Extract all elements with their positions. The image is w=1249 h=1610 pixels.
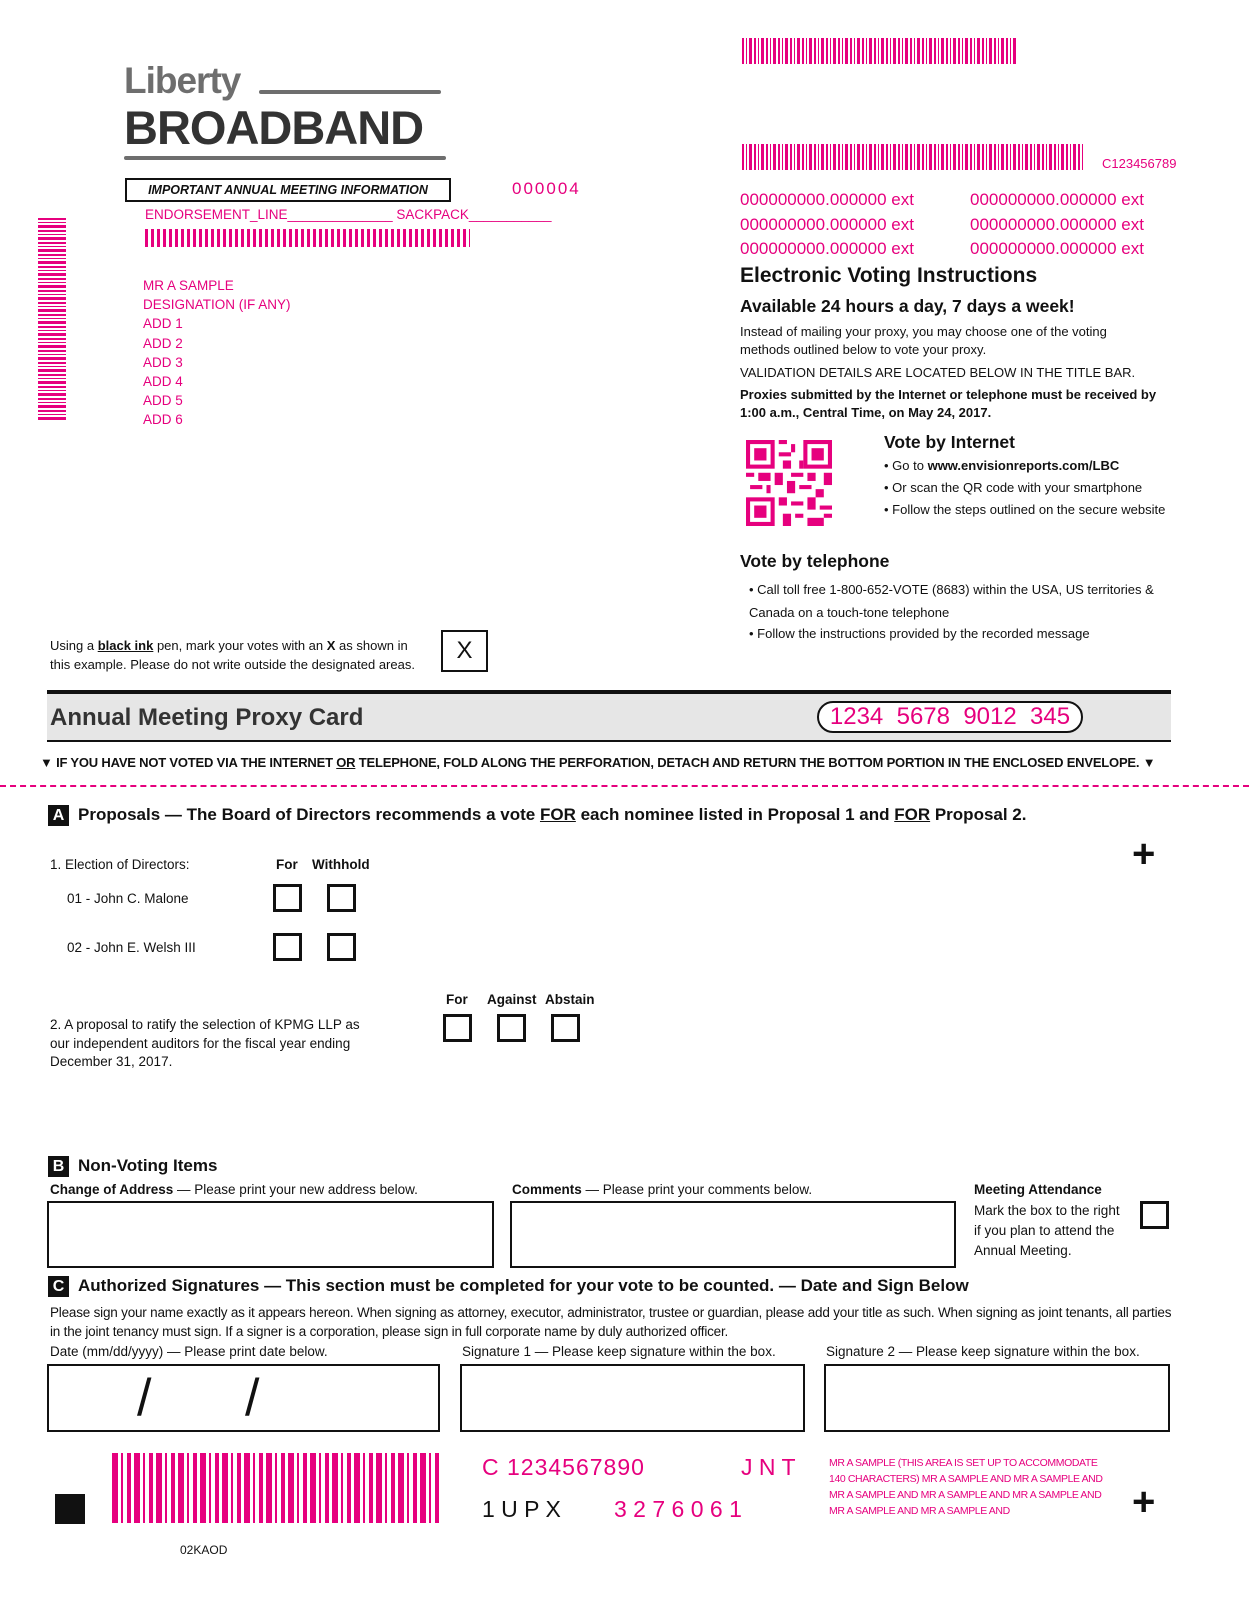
logo-swoosh xyxy=(259,90,441,94)
postal-barcode xyxy=(145,229,470,247)
address-line: DESIGNATION (IF ANY) xyxy=(143,297,291,313)
signature-2-label: Signature 2 — Please keep signature within the box. xyxy=(826,1344,1140,1359)
checkbox-nominee-02-for[interactable] xyxy=(273,933,302,961)
footer-code-upx: 1 U P X xyxy=(482,1496,561,1522)
example-x-box: X xyxy=(441,630,488,672)
mailing-address xyxy=(143,276,291,430)
card-title: Annual Meeting Proxy Card xyxy=(50,704,364,731)
ext-line: 000000000.000000 ext xyxy=(740,214,914,234)
instructions-intro: Instead of mailing your proxy, you may choose one of the voting methods outlined below to vote your proxy. xyxy=(740,324,1107,357)
date-box[interactable] xyxy=(47,1364,440,1432)
section-a-header: A Proposals — The Board of Directors recommends a vote FOR each nominee listed in Proposal 1 and FOR Proposal 2. xyxy=(48,805,1027,826)
account-code: C123456789 xyxy=(1102,156,1177,171)
vote-telephone xyxy=(740,551,1180,641)
address-line: MR A SAMPLE xyxy=(143,278,234,293)
marking-instructions: Using a black ink pen, mark your votes with an X as shown in this example. Please do not write outside the designated areas. xyxy=(50,638,415,672)
vote-internet xyxy=(884,432,1184,517)
section-c-badge: C xyxy=(48,1276,69,1297)
perforation-line xyxy=(0,785,1249,787)
comments-label: Comments — Please print your comments below. xyxy=(512,1182,813,1197)
plus-mark: + xyxy=(1132,832,1156,876)
address-line: ADD 4 xyxy=(143,374,183,390)
section-b-header: B Non-Voting Items xyxy=(48,1156,217,1177)
checkbox-proposal-2-abstain[interactable] xyxy=(551,1014,580,1042)
telephone-follow: • Follow the instructions provided by the recorded message xyxy=(749,626,1090,641)
instructions-deadline: Proxies submitted by the Internet or telephone must be received by 1:00 a.m., Central Time, on May 24, 2017. xyxy=(740,387,1157,420)
endorsement-line: ENDORSEMENT_LINE______________ SACKPACK___________ xyxy=(145,207,552,222)
bottom-barcode xyxy=(112,1453,442,1523)
logo-liberty: Liberty xyxy=(124,60,241,101)
control-number: 1234 5678 9012 345 xyxy=(817,701,1083,733)
section-b-badge: B xyxy=(48,1156,69,1177)
col2-against: Against xyxy=(487,992,537,1007)
change-address-box[interactable] xyxy=(47,1201,494,1268)
instructions-validation: VALIDATION DETAILS ARE LOCATED BELOW IN THE TITLE BAR. xyxy=(740,365,1136,380)
footer-code-num: 3 2 7 6 0 6 1 xyxy=(614,1496,742,1522)
checkbox-proposal-2-for[interactable] xyxy=(443,1014,472,1042)
logo-broadband: BROADBAND xyxy=(124,101,424,154)
sequence-number: 000004 xyxy=(512,179,581,198)
barcode-account xyxy=(742,144,1084,170)
sample-note: MR A SAMPLE (THIS AREA IS SET UP TO ACCOMMODATE 140 CHARACTERS) MR A SAMPLE AND MR A SAMPLE AND MR A SAMPLE AND MR A SAMPLE AND MR A SAMPLE AND MR A SAMPLE AND MR A SAMPLE AND xyxy=(829,1457,1103,1517)
ext-line: 000000000.000000 ext xyxy=(970,190,1144,209)
date-label: Date (mm/dd/yyyy) — Please print date below. xyxy=(50,1344,328,1359)
col-for: For xyxy=(276,857,298,872)
section-a-badge: A xyxy=(48,805,69,826)
comments-box[interactable] xyxy=(510,1201,956,1268)
section-c-header: C Authorized Signatures — This section must be completed for your vote to be counted. — Date and Sign Below xyxy=(48,1276,969,1297)
meeting-attendance-text: Mark the box to the right if you plan to attend the Annual Meeting. xyxy=(974,1203,1120,1258)
title-bar xyxy=(47,690,1171,742)
form-id: 02KAOD xyxy=(180,1543,228,1557)
date-slash-1: / xyxy=(137,1369,152,1427)
signature-instructions: Please sign your name exactly as it appears hereon. When signing as attorney, executor, administrator, trustee or guardian, please add your title as such. When signing as joint tenants, all parties in the joint tenancy must sign. If a signer is a corporation, please sign in full corporate name by duly authorized officer. xyxy=(50,1305,1172,1339)
ext-line: 000000000.000000 ext xyxy=(970,214,1144,234)
signature-2-box[interactable] xyxy=(824,1364,1170,1432)
checkbox-meeting-attendance[interactable] xyxy=(1140,1201,1169,1229)
signature-1-box[interactable] xyxy=(460,1364,805,1432)
address-line: ADD 3 xyxy=(143,354,183,370)
col2-abstain: Abstain xyxy=(545,992,595,1007)
logo-underline xyxy=(124,156,446,160)
plus-mark-bottom: + xyxy=(1132,1480,1156,1524)
date-slash-2: / xyxy=(245,1369,260,1427)
proposal-2-label: 2. A proposal to ratify the selection of KPMG LLP as our independent auditors for the fiscal year ending December 31, 2017. xyxy=(50,1017,360,1069)
col-withhold: Withhold xyxy=(312,857,370,872)
instructions-subtitle: Available 24 hours a day, 7 days a week! xyxy=(740,296,1075,316)
instructions-title: Electronic Voting Instructions xyxy=(740,264,1038,287)
change-address-label: Change of Address — Please print your new address below. xyxy=(50,1182,418,1197)
internet-qr-text: • Or scan the QR code with your smartphone xyxy=(884,480,1143,495)
barcode-side xyxy=(38,218,66,422)
footer-code-jnt: J N T xyxy=(741,1454,796,1480)
address-line: ADD 2 xyxy=(143,335,183,351)
fold-instruction: ▼ IF YOU HAVE NOT VOTED VIA THE INTERNET OR TELEPHONE, FOLD ALONG THE PERFORATION, DETACH AND RETURN THE BOTTOM PORTION IN THE ENCLOSED ENVELOPE. ▼ xyxy=(40,755,1156,770)
signature-1-label: Signature 1 — Please keep signature within the box. xyxy=(462,1344,776,1359)
triangle-down-icon: ▼ xyxy=(40,755,57,770)
triangle-down-icon: ▼ xyxy=(1139,755,1156,770)
registration-square xyxy=(55,1494,85,1524)
checkbox-nominee-02-withhold[interactable] xyxy=(327,933,356,961)
logo xyxy=(124,60,454,170)
internet-title: Vote by Internet xyxy=(884,432,1015,452)
checkbox-proposal-2-against[interactable] xyxy=(497,1014,526,1042)
qr-code xyxy=(746,440,832,526)
checkbox-nominee-01-for[interactable] xyxy=(273,884,302,912)
voting-instructions xyxy=(740,264,1180,422)
footer-code-c: C 1234567890 xyxy=(482,1454,645,1480)
address-line: ADD 6 xyxy=(143,412,183,428)
nominee-01: 01 - John C. Malone xyxy=(67,891,189,906)
telephone-call: • Call toll free 1-800-652-VOTE (8683) within the USA, US territories & Canada on a touch-tone telephone xyxy=(749,582,1154,620)
internet-follow: • Follow the steps outlined on the secure website xyxy=(884,502,1166,517)
col2-for: For xyxy=(446,992,468,1007)
telephone-title: Vote by telephone xyxy=(740,551,890,571)
address-line: ADD 5 xyxy=(143,393,183,409)
important-notice: IMPORTANT ANNUAL MEETING INFORMATION xyxy=(125,178,451,202)
internet-go: • Go to www.envisionreports.com/LBC xyxy=(884,458,1120,473)
nominee-02: 02 - John E. Welsh III xyxy=(67,940,196,955)
meeting-attendance-title: Meeting Attendance xyxy=(974,1182,1102,1197)
checkbox-nominee-01-withhold[interactable] xyxy=(327,884,356,912)
internet-url[interactable]: www.envisionreports.com/LBC xyxy=(927,458,1120,473)
ext-lines xyxy=(740,188,1170,262)
ext-line: 000000000.000000 ext xyxy=(970,239,1144,258)
barcode-top xyxy=(742,38,1017,64)
address-line: ADD 1 xyxy=(143,316,183,332)
proposal-1-label: 1. Election of Directors: xyxy=(50,857,190,872)
ext-line: 000000000.000000 ext xyxy=(740,190,914,209)
ext-line: 000000000.000000 ext xyxy=(740,239,914,258)
